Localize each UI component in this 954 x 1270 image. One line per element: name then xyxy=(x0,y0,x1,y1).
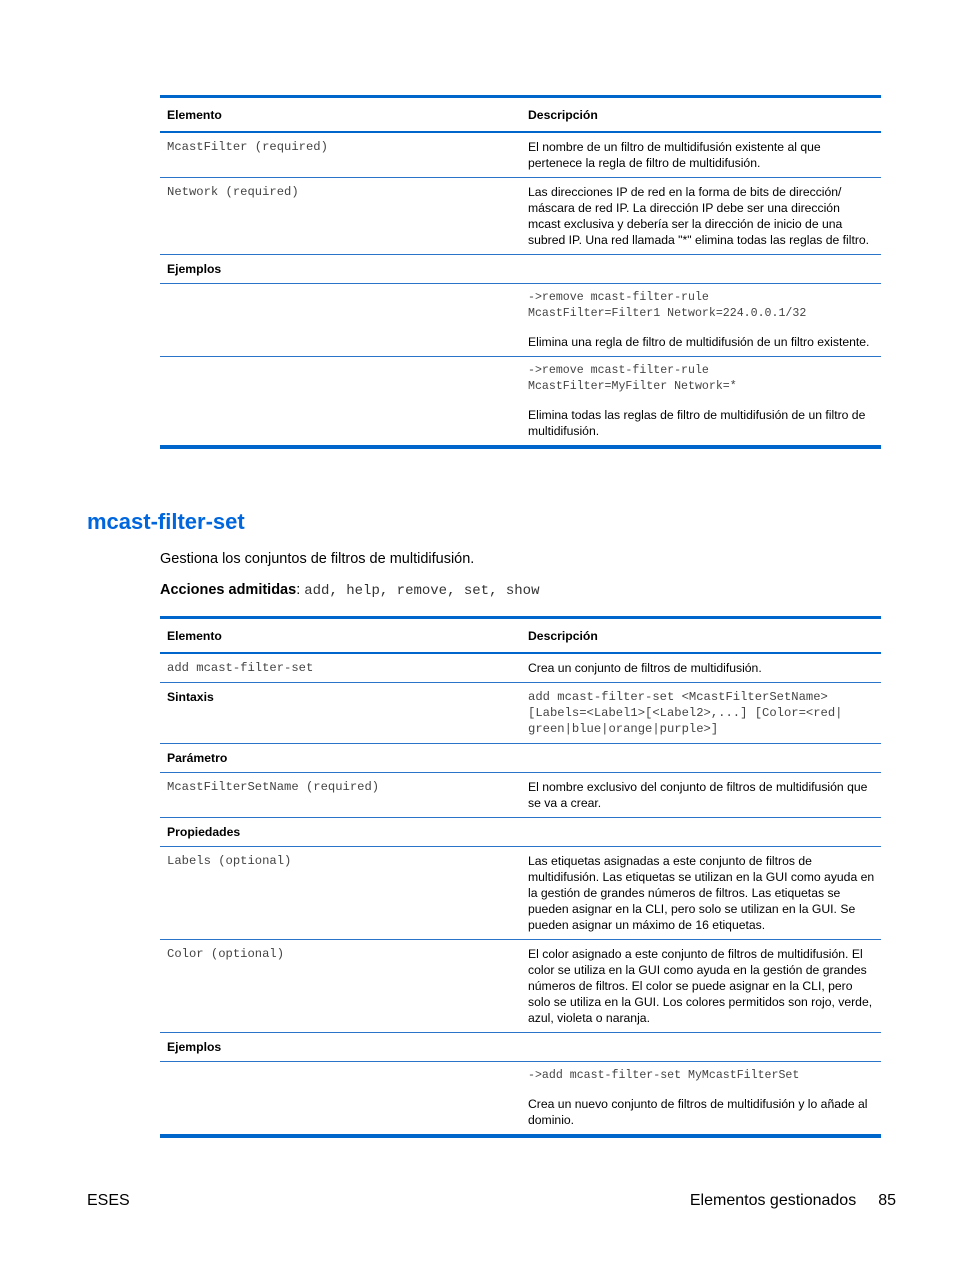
empty-cell xyxy=(521,744,881,773)
table-row xyxy=(160,1033,881,1062)
description-cell: El nombre de un filtro de multidifusión existente al que pertenece la regla de filtro de multidifusión. xyxy=(521,132,881,178)
example-cell xyxy=(521,357,881,448)
row-label: Sintaxis xyxy=(160,683,521,744)
empty-cell xyxy=(521,255,881,284)
header-descripcion: Descripción xyxy=(521,618,881,654)
table-row xyxy=(160,847,881,940)
element-cell: Color (optional) xyxy=(160,940,521,1033)
table-header-row xyxy=(160,618,881,654)
actions-colon: : xyxy=(296,582,301,598)
description-cell: Crea un conjunto de filtros de multidifusión. xyxy=(521,653,881,683)
header-descripcion: Descripción xyxy=(521,97,881,133)
empty-cell xyxy=(160,1062,521,1137)
footer-page-info xyxy=(690,1192,896,1210)
code-line: ->remove mcast-filter-rule xyxy=(528,364,709,377)
row-label: Parámetro xyxy=(160,744,521,773)
table-row xyxy=(160,818,881,847)
code-example xyxy=(528,290,875,322)
example-description: Crea un nuevo conjunto de filtros de multidifusión y lo añade al dominio. xyxy=(528,1097,868,1127)
code-line: add mcast-filter-set <McastFilterSetName> xyxy=(528,690,828,704)
syntax-cell xyxy=(521,683,881,744)
description-cell: El color asignado a este conjunto de filtros de multidifusión. El color se utiliza en la GUI como ayuda en la gestión de grandes números de filtros. El color se puede asignar en la CLI, pero solo se utiliza en la GUI. Los colores permitidos son rojo, verde, azul, violeta o naranja. xyxy=(521,940,881,1033)
empty-cell xyxy=(160,284,521,357)
table-row xyxy=(160,773,881,818)
element-cell: McastFilter (required) xyxy=(160,132,521,178)
description-cell: Las etiquetas asignadas a este conjunto de filtros de multidifusión. Las etiquetas se utilizan en la GUI como ayuda en la gestión de grandes números de filtros. Las etiquetas se pueden asignar en la CLI, pero solo se utilizan en la GUI. Se pueden asignar un máximo de 16 etiquetas. xyxy=(521,847,881,940)
table-row xyxy=(160,284,881,357)
code-line: McastFilter=MyFilter Network=* xyxy=(528,380,737,393)
table-row xyxy=(160,1062,881,1137)
example-cell xyxy=(521,1062,881,1137)
table-header-row xyxy=(160,97,881,133)
element-cell: add mcast-filter-set xyxy=(160,653,521,683)
code-example xyxy=(528,363,875,395)
table-row xyxy=(160,940,881,1033)
table-row xyxy=(160,178,881,255)
element-cell: Network (required) xyxy=(160,178,521,255)
row-label: Ejemplos xyxy=(160,255,521,284)
header-elemento: Elemento xyxy=(160,618,521,654)
mcast-filter-set-table xyxy=(160,616,881,1138)
page-number: 85 xyxy=(878,1192,896,1209)
section-intro: Gestiona los conjuntos de filtros de multidifusión. xyxy=(160,551,475,567)
empty-cell xyxy=(521,818,881,847)
table-row xyxy=(160,255,881,284)
row-label: Propiedades xyxy=(160,818,521,847)
supported-actions xyxy=(160,582,540,599)
description-cell: Las direcciones IP de red en la forma de bits de dirección/ máscara de red IP. La dirección IP debe ser una dirección mcast exclusiva y debería ser la dirección de inicio de una subred IP. Una red llamada "*" elimina todas las reglas de filtro. xyxy=(521,178,881,255)
actions-values: add, help, remove, set, show xyxy=(304,583,540,599)
empty-cell xyxy=(160,357,521,448)
example-description: Elimina una regla de filtro de multidifusión de un filtro existente. xyxy=(528,335,870,349)
example-description: Elimina todas las reglas de filtro de multidifusión de un filtro de multidifusión. xyxy=(528,408,866,438)
table-row xyxy=(160,132,881,178)
mcast-filter-rule-table xyxy=(160,95,881,449)
example-cell xyxy=(521,284,881,357)
code-line: green|blue|orange|purple>] xyxy=(528,722,719,736)
code-line: ->remove mcast-filter-rule xyxy=(528,291,709,304)
table-row xyxy=(160,357,881,448)
description-cell: El nombre exclusivo del conjunto de filtros de multidifusión que se va a crear. xyxy=(521,773,881,818)
table-row xyxy=(160,744,881,773)
footer-locale: ESES xyxy=(87,1192,130,1209)
row-label: Ejemplos xyxy=(160,1033,521,1062)
table-row xyxy=(160,653,881,683)
actions-label: Acciones admitidas xyxy=(160,582,297,598)
element-cell: McastFilterSetName (required) xyxy=(160,773,521,818)
empty-cell xyxy=(521,1033,881,1062)
code-line: [Labels=<Label1>[<Label2>,...] [Color=<red| xyxy=(528,706,843,720)
section-title: mcast-filter-set xyxy=(87,509,245,534)
element-cell: Labels (optional) xyxy=(160,847,521,940)
table-row xyxy=(160,683,881,744)
header-elemento: Elemento xyxy=(160,97,521,133)
code-line: McastFilter=Filter1 Network=224.0.0.1/32 xyxy=(528,307,807,320)
footer-section: Elementos gestionados xyxy=(689,1192,857,1209)
code-example: ->add mcast-filter-set MyMcastFilterSet xyxy=(528,1069,800,1082)
